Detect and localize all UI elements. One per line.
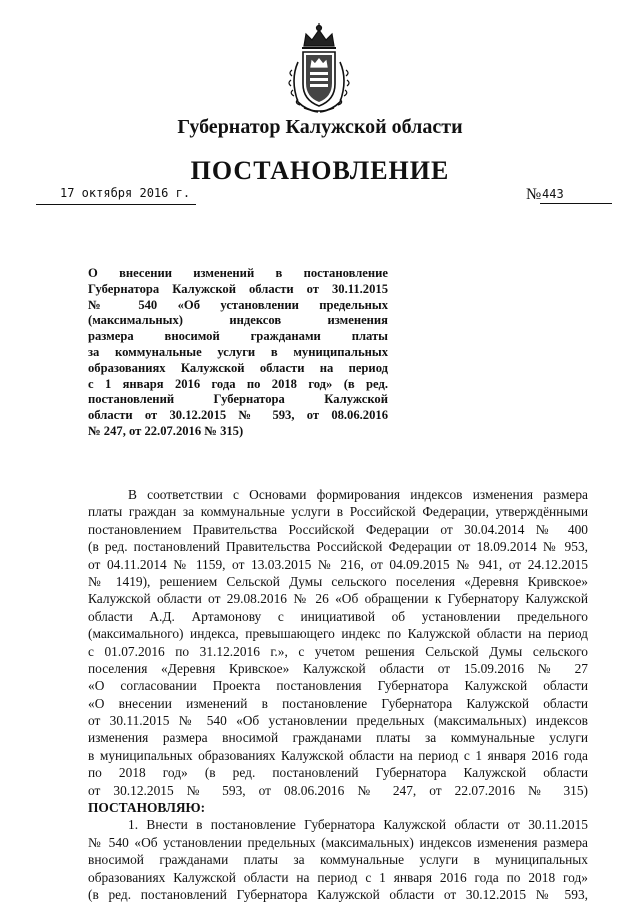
- title-line: образованиях Калужской области на период: [88, 360, 388, 375]
- body-line: «О внесении изменений в постановление Губернатора Калужской области: [88, 695, 588, 711]
- body-line: изменения размера вносимой гражданами платы за коммунальные услуги: [88, 730, 588, 746]
- title-line: области от 30.12.2015 № 593, от 08.06.2016: [88, 408, 388, 423]
- body-line: платы граждан за коммунальные услуги в Российской Федерации, утверждёнными: [88, 504, 588, 520]
- kaluga-coat-of-arms-icon: [284, 22, 354, 114]
- body-line: 1. Внести в постановление Губернатора Калужской области от 30.11.2015: [128, 817, 588, 833]
- resolution-heading: ПОСТАНОВЛЯЮ:: [88, 800, 206, 816]
- title-line: (максимальных) индексов изменения: [88, 313, 388, 328]
- body-line: вносимой гражданами платы за коммунальные услуги в муниципальных: [88, 852, 588, 868]
- body-line: с 01.07.2016 по 31.12.2016 г.», с учетом решения Сельской Думы сельского: [88, 643, 588, 659]
- document-title: [88, 266, 388, 440]
- body-line: (максимального) индекса, превышающего индекс по Калужской области на период: [88, 626, 588, 642]
- title-line: Губернатора Калужской области от 30.11.2015: [88, 281, 388, 296]
- body-line: в муниципальных образованиях Калужской области на период с 1 января 2016 года: [88, 747, 588, 763]
- document-number: 443: [542, 187, 564, 201]
- title-line: с 1 января 2016 года по 2018 год» (в ред.: [88, 376, 388, 391]
- date-field: [36, 186, 196, 205]
- number-sign: №: [526, 186, 542, 203]
- body-line: от 30.12.2015 № 593, от 08.06.2016 № 247, от 22.07.2016 № 315): [88, 782, 588, 798]
- document-body: [88, 486, 588, 903]
- title-line: № 540 «Об установлении предельных: [88, 297, 388, 312]
- body-line: поселения «Деревня Кривское» Калужской области от 15.09.2016 № 27: [88, 660, 588, 676]
- title-line: за коммунальные услуги в муниципальных: [88, 344, 388, 359]
- number-field: [526, 186, 612, 204]
- title-line: постановлений Губернатора Калужской: [88, 392, 388, 407]
- body-line: № 540 «Об установлении предельных (максимальных) индексов изменения размера: [88, 834, 588, 850]
- title-line: № 247, от 22.07.2016 № 315): [88, 423, 244, 438]
- document-date: 17 октября 2016 г.: [60, 186, 191, 200]
- number-underline: [540, 203, 612, 204]
- body-line: по 2018 год» (в ред. постановлений Губернатора Калужской области: [88, 765, 588, 781]
- body-line: образованиях Калужской области на период с 1 января 2016 года по 2018 год»: [88, 869, 588, 885]
- title-line: размера вносимой гражданами платы: [88, 329, 388, 344]
- body-line: от 30.11.2015 № 540 «Об установлении предельных (максимальных) индексов: [88, 713, 588, 729]
- body-line: постановлением Правительства Российской Федерации от 30.04.2014 № 400: [88, 521, 588, 537]
- body-line: Калужской области от 29.08.2016 № 26 «Об обращении к Губернатору Калужской: [88, 591, 588, 607]
- body-line: от 04.11.2014 № 1159, от 13.03.2015 № 216, от 04.09.2015 № 941, от 24.12.2015: [88, 556, 588, 572]
- body-line: области А.Д. Артамонову с инициативой об установлении предельного: [88, 608, 588, 624]
- body-line: (в ред. постановлений Губернатора Калужской области от 30.12.2015 № 593,: [88, 886, 588, 902]
- body-line: № 1419), решением Сельской Думы сельского поселения «Деревня Кривское»: [88, 573, 588, 589]
- body-line: В соответствии с Основами формирования индексов изменения размера: [128, 487, 588, 502]
- body-line: (в ред. постановлений Правительства Российской Федерации от 18.09.2014 № 953,: [88, 539, 588, 555]
- document-type-heading: ПОСТАНОВЛЕНИЕ: [190, 156, 450, 185]
- issuing-authority: Губернатор Калужской области: [177, 116, 463, 138]
- body-line: «О согласовании Проекта постановления Губернатора Калужской области: [88, 678, 588, 694]
- title-line: О внесении изменений в постановление: [88, 266, 388, 280]
